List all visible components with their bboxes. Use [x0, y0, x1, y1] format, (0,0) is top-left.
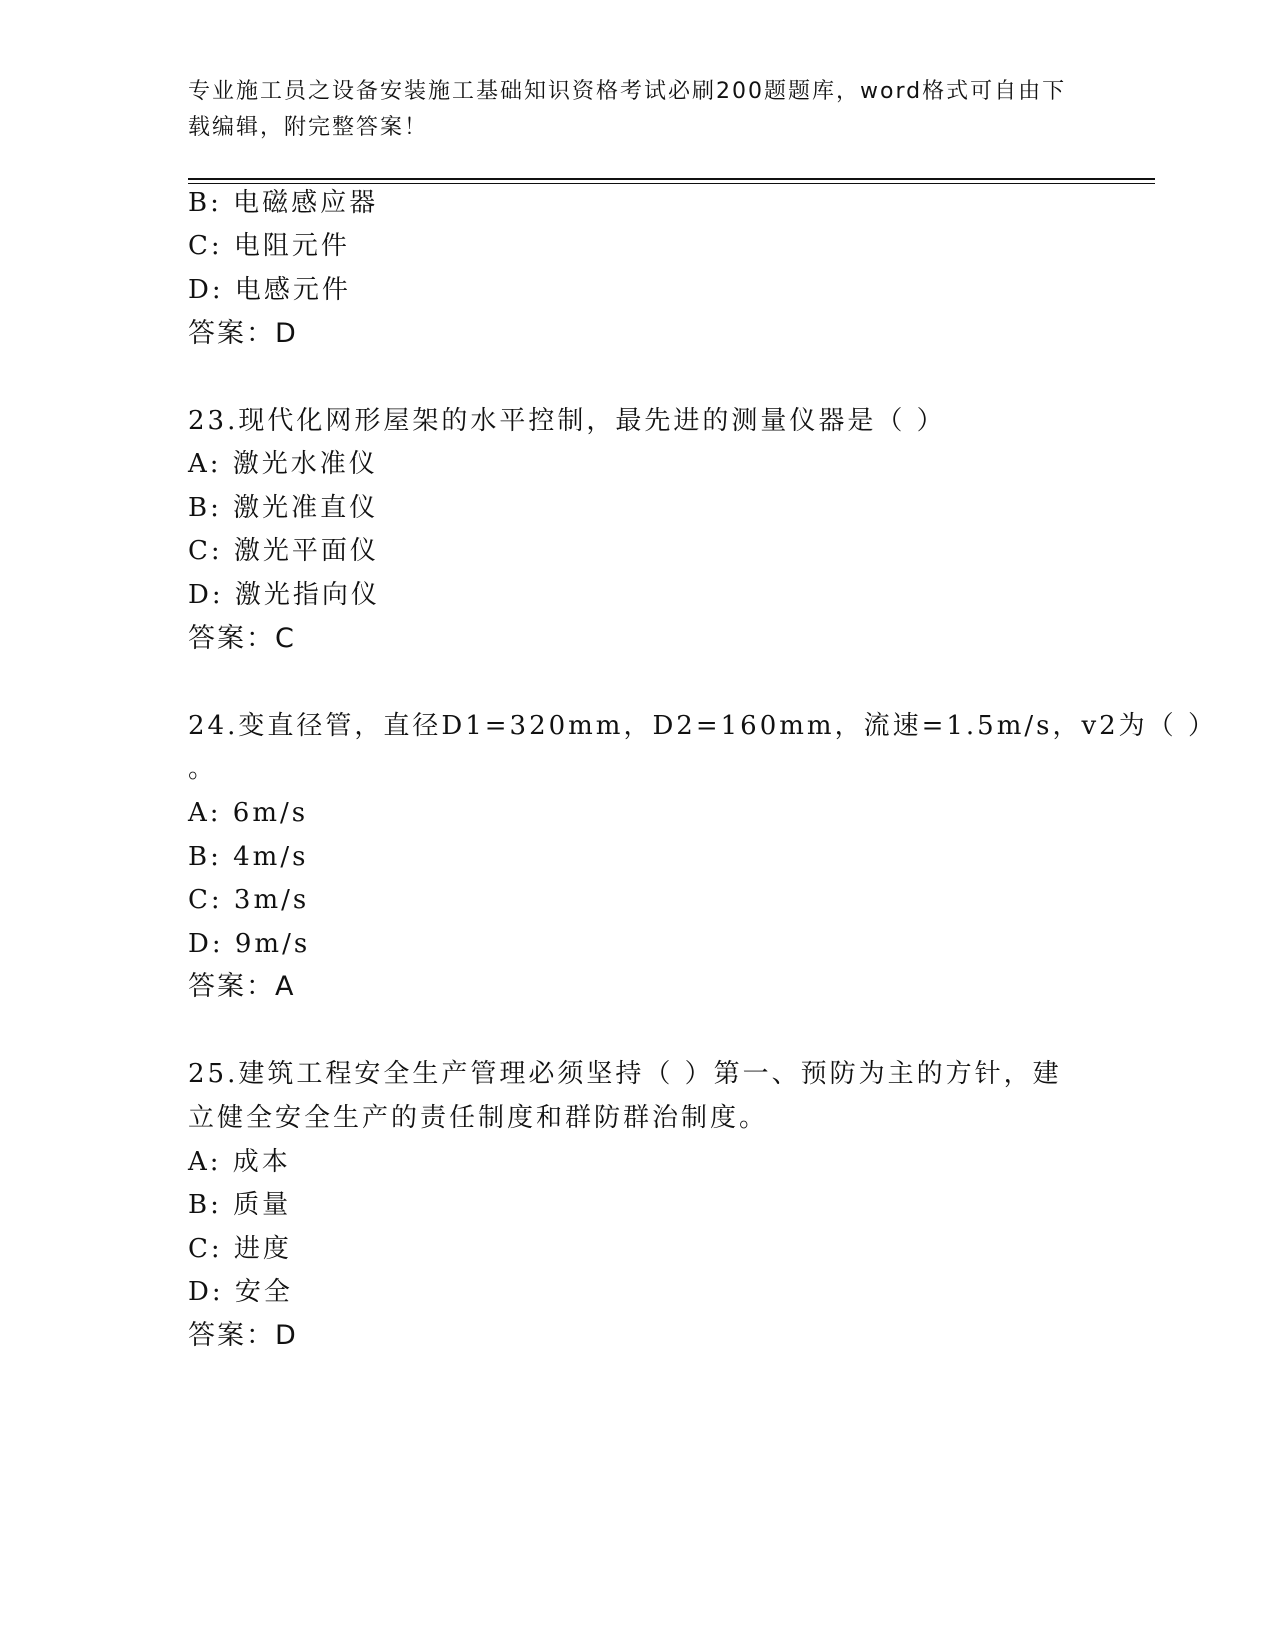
- q25-option-c: C: 进度: [188, 1234, 292, 1264]
- q25-stem-line1: 25.建筑工程安全生产管理必须坚持（ ）第一、预防为主的方针，建: [188, 1059, 1062, 1089]
- q22-option-c: C: 电阻元件: [188, 231, 350, 261]
- q23-option-c: C: 激光平面仪: [188, 536, 379, 566]
- q22-option-b: B: 电磁感应器: [188, 188, 379, 218]
- q24-option-b: B: 4m/s: [188, 842, 309, 872]
- header-rule-thick: [188, 178, 1155, 180]
- q23-option-d: D: 激光指向仪: [188, 580, 380, 610]
- q25-option-a: A: 成本: [188, 1147, 291, 1177]
- q23-answer: 答案：C: [188, 623, 296, 654]
- q25-answer: 答案：D: [188, 1320, 298, 1351]
- q23-stem: 23.现代化网形屋架的水平控制，最先进的测量仪器是（ ）: [188, 406, 946, 436]
- q25-option-d: D: 安全: [188, 1277, 293, 1307]
- header-rule-thin: [188, 183, 1155, 184]
- q24-option-d: D: 9m/s: [188, 929, 311, 959]
- q24-stem-tail: 。: [188, 754, 218, 784]
- q22-option-d: D: 电感元件: [188, 275, 351, 305]
- q22-answer: 答案：D: [188, 318, 298, 349]
- q24-answer: 答案：A: [188, 971, 296, 1002]
- q25-option-b: B: 质量: [188, 1190, 292, 1220]
- document-header: 专业施工员之设备安装施工基础知识资格考试必刷200题题库，word格式可自由下载编辑，附完整答案！: [188, 79, 1067, 140]
- q23-option-b: B: 激光准直仪: [188, 493, 379, 523]
- q23-option-a: A: 激光水准仪: [188, 449, 378, 479]
- q24-stem: 24.变直径管，直径D1=320mm，D2=160mm，流速=1.5m/s，v2为（ ）: [188, 711, 1217, 741]
- q24-option-c: C: 3m/s: [188, 885, 310, 915]
- q24-option-a: A: 6m/s: [188, 798, 309, 828]
- q25-stem-line2: 立健全安全生产的责任制度和群防群治制度。: [188, 1103, 769, 1133]
